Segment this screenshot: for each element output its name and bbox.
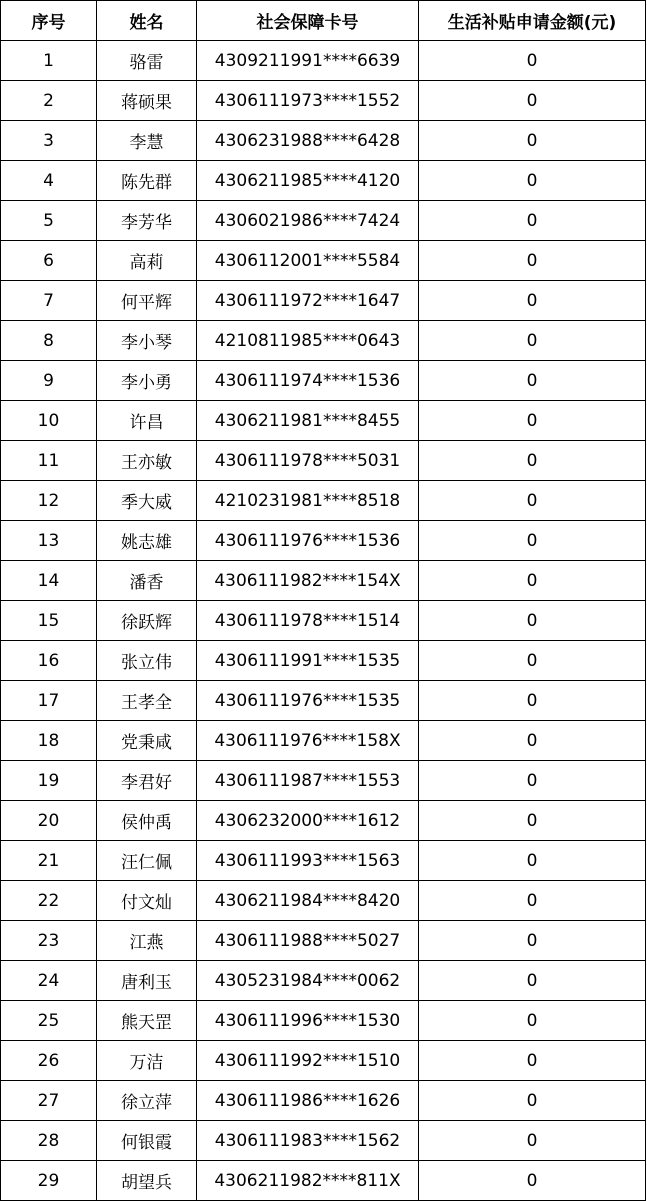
cell-name: 蒋硕果 [97,81,197,121]
cell-card-number: 4306111976****1536 [197,521,419,561]
table-row [1,161,646,201]
table-row [1,921,646,961]
cell-seq: 8 [1,321,97,361]
cell-card-number: 4306211982****811X [197,1161,419,1201]
cell-seq: 15 [1,601,97,641]
cell-card-number: 4306231988****6428 [197,121,419,161]
cell-name: 季大威 [97,481,197,521]
cell-seq: 10 [1,401,97,441]
cell-seq: 9 [1,361,97,401]
cell-card-number: 4305231984****0062 [197,961,419,1001]
cell-card-number: 4306111996****1530 [197,1001,419,1041]
cell-subsidy-amount: 0 [419,921,646,961]
cell-seq: 11 [1,441,97,481]
table-row [1,241,646,281]
cell-seq: 27 [1,1081,97,1121]
table-row [1,281,646,321]
cell-card-number: 4210231981****8518 [197,481,419,521]
cell-card-number: 4306111993****1563 [197,841,419,881]
cell-name: 李小琴 [97,321,197,361]
cell-name: 徐立萍 [97,1081,197,1121]
table-row [1,401,646,441]
header-card-number: 社会保障卡号 [197,1,419,41]
table-body [1,41,646,1201]
table-row [1,201,646,241]
table-row [1,521,646,561]
table-row [1,481,646,521]
cell-subsidy-amount: 0 [419,161,646,201]
cell-name: 万洁 [97,1041,197,1081]
cell-seq: 26 [1,1041,97,1081]
table-row [1,841,646,881]
table-row [1,881,646,921]
cell-name: 潘香 [97,561,197,601]
cell-card-number: 4309211991****6639 [197,41,419,81]
cell-seq: 2 [1,81,97,121]
cell-name: 何银霞 [97,1121,197,1161]
cell-card-number: 4210811985****0643 [197,321,419,361]
table-row [1,1041,646,1081]
cell-subsidy-amount: 0 [419,241,646,281]
cell-name: 姚志雄 [97,521,197,561]
cell-seq: 5 [1,201,97,241]
cell-name: 熊天罡 [97,1001,197,1041]
cell-card-number: 4306111978****5031 [197,441,419,481]
table-row [1,761,646,801]
cell-seq: 20 [1,801,97,841]
cell-card-number: 4306111976****158X [197,721,419,761]
cell-card-number: 4306111983****1562 [197,1121,419,1161]
table-row [1,601,646,641]
cell-name: 党秉咸 [97,721,197,761]
cell-card-number: 4306111974****1536 [197,361,419,401]
cell-subsidy-amount: 0 [419,761,646,801]
table-row [1,81,646,121]
cell-name: 李小勇 [97,361,197,401]
cell-card-number: 4306111987****1553 [197,761,419,801]
table-row [1,1121,646,1161]
cell-name: 付文灿 [97,881,197,921]
cell-card-number: 4306021986****7424 [197,201,419,241]
cell-subsidy-amount: 0 [419,1041,646,1081]
cell-subsidy-amount: 0 [419,841,646,881]
table-row [1,1001,646,1041]
cell-subsidy-amount: 0 [419,361,646,401]
cell-subsidy-amount: 0 [419,681,646,721]
cell-name: 李慧 [97,121,197,161]
cell-card-number: 4306111972****1647 [197,281,419,321]
cell-seq: 19 [1,761,97,801]
cell-seq: 28 [1,1121,97,1161]
table-row [1,1161,646,1201]
table-row [1,361,646,401]
cell-name: 汪仁佩 [97,841,197,881]
cell-card-number: 4306111986****1626 [197,1081,419,1121]
cell-name: 胡望兵 [97,1161,197,1201]
cell-card-number: 4306111978****1514 [197,601,419,641]
cell-subsidy-amount: 0 [419,561,646,601]
table-row [1,121,646,161]
table-row [1,41,646,81]
cell-name: 张立伟 [97,641,197,681]
cell-seq: 25 [1,1001,97,1041]
cell-subsidy-amount: 0 [419,601,646,641]
cell-name: 王孝全 [97,681,197,721]
cell-seq: 16 [1,641,97,681]
cell-card-number: 4306211985****4120 [197,161,419,201]
cell-name: 江燕 [97,921,197,961]
table-row [1,321,646,361]
cell-subsidy-amount: 0 [419,641,646,681]
cell-name: 侯仲禹 [97,801,197,841]
cell-card-number: 4306211984****8420 [197,881,419,921]
table-row [1,561,646,601]
cell-seq: 1 [1,41,97,81]
cell-seq: 13 [1,521,97,561]
cell-card-number: 4306211981****8455 [197,401,419,441]
cell-subsidy-amount: 0 [419,1161,646,1201]
header-name: 姓名 [97,1,197,41]
cell-subsidy-amount: 0 [419,401,646,441]
cell-subsidy-amount: 0 [419,1081,646,1121]
cell-card-number: 4306111976****1535 [197,681,419,721]
cell-subsidy-amount: 0 [419,1001,646,1041]
cell-seq: 4 [1,161,97,201]
cell-subsidy-amount: 0 [419,1121,646,1161]
cell-subsidy-amount: 0 [419,881,646,921]
cell-subsidy-amount: 0 [419,721,646,761]
cell-name: 徐跃辉 [97,601,197,641]
header-subsidy-amount: 生活补贴申请金额(元) [419,1,646,41]
table-row [1,961,646,1001]
cell-subsidy-amount: 0 [419,41,646,81]
cell-card-number: 4306112001****5584 [197,241,419,281]
cell-name: 李君好 [97,761,197,801]
cell-card-number: 4306111982****154X [197,561,419,601]
cell-seq: 18 [1,721,97,761]
cell-subsidy-amount: 0 [419,481,646,521]
cell-seq: 29 [1,1161,97,1201]
cell-name: 陈先群 [97,161,197,201]
cell-seq: 21 [1,841,97,881]
cell-seq: 17 [1,681,97,721]
cell-card-number: 4306111992****1510 [197,1041,419,1081]
cell-seq: 3 [1,121,97,161]
cell-subsidy-amount: 0 [419,521,646,561]
cell-card-number: 4306111988****5027 [197,921,419,961]
cell-subsidy-amount: 0 [419,801,646,841]
cell-subsidy-amount: 0 [419,441,646,481]
cell-name: 王亦敏 [97,441,197,481]
cell-name: 高莉 [97,241,197,281]
cell-name: 骆雷 [97,41,197,81]
cell-subsidy-amount: 0 [419,281,646,321]
table-row [1,721,646,761]
cell-name: 唐利玉 [97,961,197,1001]
table-row [1,641,646,681]
cell-name: 李芳华 [97,201,197,241]
table-row [1,1081,646,1121]
cell-card-number: 4306232000****1612 [197,801,419,841]
cell-card-number: 4306111991****1535 [197,641,419,681]
cell-seq: 6 [1,241,97,281]
cell-card-number: 4306111973****1552 [197,81,419,121]
cell-name: 何平辉 [97,281,197,321]
table-row [1,681,646,721]
cell-seq: 24 [1,961,97,1001]
table-row [1,441,646,481]
table-row [1,801,646,841]
cell-seq: 7 [1,281,97,321]
cell-seq: 14 [1,561,97,601]
cell-seq: 23 [1,921,97,961]
cell-name: 许昌 [97,401,197,441]
cell-seq: 22 [1,881,97,921]
cell-seq: 12 [1,481,97,521]
header-seq: 序号 [1,1,97,41]
table-header [1,1,646,41]
cell-subsidy-amount: 0 [419,81,646,121]
cell-subsidy-amount: 0 [419,321,646,361]
cell-subsidy-amount: 0 [419,121,646,161]
cell-subsidy-amount: 0 [419,961,646,1001]
header-row [1,1,646,41]
cell-subsidy-amount: 0 [419,201,646,241]
